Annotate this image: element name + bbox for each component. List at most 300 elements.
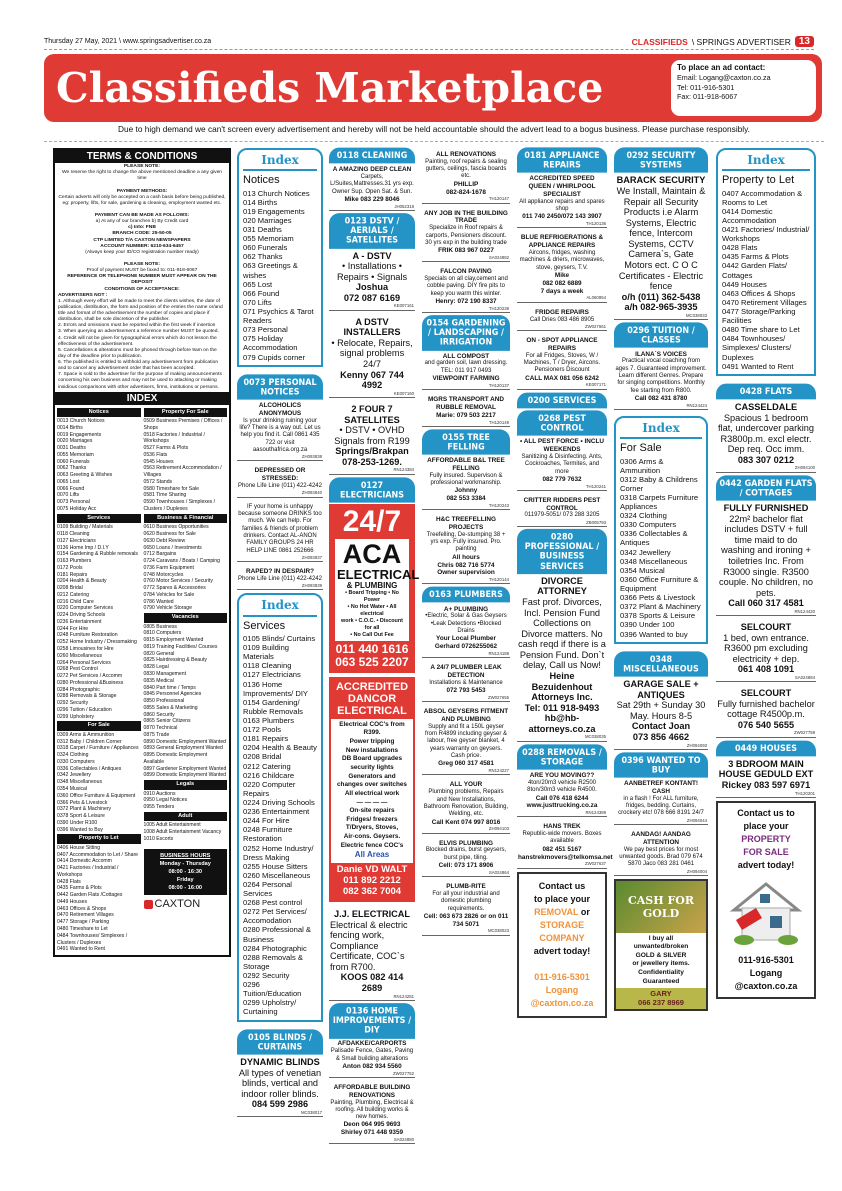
classified-ad — [422, 207, 510, 263]
index-item: 0292 Security — [57, 700, 89, 707]
ad-phone: 7 days a week — [540, 287, 584, 295]
ad-phone: Call 076 418 6244 — [535, 794, 589, 802]
ad-phone: 011 740 2450/072 143 3907 — [522, 213, 602, 221]
section-header-flats: 0428 FLATS — [716, 383, 816, 399]
ad-ref: TH120241 — [585, 483, 606, 489]
classified-ad — [517, 435, 607, 491]
index-item: 0127 Electricians — [57, 537, 96, 544]
ad-phone: 082 362 7004 — [342, 886, 402, 898]
rule: 6. The published is entitled to withhold any advertisement from publication and to cancel any advertisement order that has been accepted. — [58, 360, 219, 372]
contact-email[interactable]: Email: Logang@caxton.co.za — [677, 73, 771, 83]
note-heading: PLEASE NOTE: — [123, 262, 161, 267]
index-item: 0805 Business — [143, 623, 177, 630]
ad-title: SELCOURT — [740, 622, 792, 633]
ad-ref: ZW027759 — [793, 730, 815, 736]
ad-title: BARACK SECURITY — [616, 175, 706, 186]
classified-ad — [237, 399, 323, 461]
ad-ref: TH120201 — [794, 790, 815, 796]
ad-name: Danie VD WALT — [336, 864, 408, 876]
index-item: 1010 Escorts — [143, 835, 174, 842]
hours-title: BUSINESS HOURS — [160, 852, 211, 859]
classified-ad — [329, 163, 415, 211]
ad-title: ALCOHOLICS ANONYMOUS — [258, 402, 302, 417]
index-item: 0428 Flats — [57, 878, 81, 885]
hours-time: 08:00 - 16:00 — [168, 885, 203, 892]
ad-ref: TH120147 — [488, 196, 509, 202]
payment-heading: PAYMENT METHODS: — [116, 188, 168, 194]
ad-name: GARY — [650, 989, 672, 999]
hours-time: 08:00 - 16:30 — [168, 868, 203, 875]
ad-body: Treefelling, De-stumping 38 + yrs exp. Fully insured. Pro. painting — [426, 531, 506, 553]
keep-note: (Always keep your ID/CO registration number ready) — [85, 249, 199, 255]
promo-highlight: COMPANY — [539, 932, 585, 943]
ad-title: ACCREDITED SPEED QUEEN / WHIRLPOOL SPECIALIST — [528, 175, 596, 198]
divider — [44, 141, 824, 142]
index-box-item: 031 Deaths — [243, 225, 282, 235]
classified-ad — [422, 265, 510, 313]
column-6 — [614, 148, 708, 1011]
promo-email: Logang — [749, 968, 783, 979]
index-item: 0014 Births — [57, 424, 83, 431]
ad-body: • Relocate, Repairs, signal problems 24/7 — [331, 337, 413, 369]
ad-line: Air-cons. Geysers. — [343, 833, 401, 841]
index-box-item: 062 Thanks — [243, 252, 283, 262]
ad-body: We pay best prices for most unwanted goods. Brad 079 674 5870 Jaco 083 281 0461 — [619, 846, 703, 868]
column-3 — [329, 148, 420, 1147]
ad-subtitle: & PLUMBING — [346, 581, 398, 591]
page-title: Classifieds Marketplace — [56, 64, 604, 112]
section-header-removals: 0288 REMOVALS / STORAGE — [517, 744, 607, 770]
index-box-item: 0378 Sports & Leisure — [620, 611, 696, 621]
classified-ad — [517, 820, 613, 868]
ad-body: All types of venetian blinds, vertical and indoor roller blinds. — [238, 1067, 322, 1099]
classified-ad — [614, 828, 708, 876]
ad-ref: ZH094103 — [488, 826, 509, 832]
index-item: 0875 Trade — [143, 731, 170, 738]
ad-title: SELCOURT — [740, 688, 792, 699]
index-box-item: 0118 Cleaning — [243, 661, 292, 671]
index-item: 0065 Lost — [57, 478, 80, 485]
index-item: 0063 Greeting & Wishes — [57, 472, 113, 479]
section-name: CLASSIFIEDS — [631, 36, 688, 47]
index-box-item: 0268 Pest control — [243, 898, 303, 908]
ad-subtitle: ELECTRICAL — [337, 567, 420, 583]
index-box-item: 0264 Personal Services — [243, 879, 292, 899]
index-box-item: 0470 Retirement Villages — [722, 297, 807, 307]
index-item: 0019 Engagements — [57, 431, 102, 438]
ad-ref: ZH093837 — [301, 554, 322, 560]
index-item: 0268 Pest Control — [57, 666, 98, 673]
index-item: 0895 Domestic Employment Available — [143, 752, 208, 765]
classified-ad — [237, 565, 323, 590]
classified-ad — [716, 399, 816, 473]
ad-ref: ZW027752 — [392, 1070, 414, 1076]
index-item: 0470 Retirement Villages — [57, 912, 114, 919]
ad-body: 011979-5051/ 073 288 3205 — [524, 512, 600, 519]
index-box-item: 0280 Professional & Business — [243, 925, 311, 944]
index-box-item: 0342 Jewellery — [620, 547, 671, 557]
page-header — [44, 34, 814, 50]
index-box-item: 060 Funerals — [243, 243, 288, 253]
classified-ad — [517, 306, 607, 331]
ad-brand: ACA — [342, 539, 402, 570]
classified-ad — [517, 769, 607, 817]
index-item: 0288 Removals & Storage — [57, 693, 117, 700]
index-box-item: 0480 Time share to Let — [722, 325, 800, 335]
index-item: 0342 Jewellery — [57, 772, 91, 779]
ad-ref: MC038017 — [300, 1109, 322, 1115]
ad-body: • DSTV • OVHD Signals from R199 — [334, 425, 410, 446]
ad-name: VIEWPOINT FARMING — [432, 375, 500, 383]
index-box-item: 0299 Upholstry/ Curtaining — [243, 998, 297, 1017]
ad-line: On-site repairs — [349, 807, 395, 815]
ad-body: Specialize in Roof repairs & carports, Pensioners discount. 30 yrs exp in the building trade — [425, 225, 507, 246]
ad-body: All appliance repairs and spares shop — [519, 198, 605, 213]
ad-body: Fast prof. Divorces, Incl. Pension Fund Collections on Divorce matters. No cash reqd if there is a Pension Fund. Don`t delay, Call us Now! — [518, 596, 606, 671]
ad-name: Springs/Brakpan — [335, 446, 409, 457]
ad-line: T/Dryers, Stoves, — [345, 824, 399, 832]
classified-ad — [614, 676, 708, 750]
index-box-item: 0204 Health & Beauty — [243, 743, 317, 753]
ad-body: 22m² bachelor flat includes DSTV + full time maid to do washing and ironing + toiletries Inc. From R3000 single. R3500 couple. No children, no pets. — [719, 513, 813, 598]
index-item: 0136 Home Imp / D.I.Y — [57, 544, 109, 551]
promo-line: Contact us to — [737, 807, 795, 818]
ad-title: 3 BDROOM MAIN HOUSE GEDULD EXT — [718, 758, 814, 780]
index-item: 0435 Farms & Plots — [57, 885, 102, 892]
ad-title: ALL COMPOST — [442, 352, 490, 360]
ad-phone: 073 856 4662 — [632, 731, 690, 742]
dashed-divider: — — — — — [356, 798, 388, 806]
index-box-item: 0224 Driving Schools — [243, 797, 315, 807]
classified-ad — [716, 685, 816, 738]
ad-ref: TH120136 — [585, 221, 606, 227]
index-item: 0819 Training Facilities/ Courses — [143, 643, 218, 650]
ad-title: A AMAZING DEEP CLEAN — [332, 166, 412, 174]
index-item: 0070 Lifts — [57, 492, 80, 499]
ad-ref: ZH094100 — [794, 465, 815, 471]
ad-phone: 072 793 5453 — [446, 687, 486, 695]
column-2 — [237, 148, 323, 1120]
ad-ref: RN124188 — [488, 651, 509, 657]
index-box-subtitle: Notices — [243, 174, 280, 187]
ad-body: Electrical & electric fencing work, Compliance Certificate, COC`s from R700. — [330, 919, 408, 972]
index-box-title: Index — [243, 598, 317, 616]
ad-phone: Greg 060 317 4581 — [438, 760, 494, 768]
classified-ad — [614, 172, 708, 320]
section-header-wanted: 0396 WANTED TO BUY — [614, 752, 708, 778]
ad-ref: ZW027637 — [584, 861, 606, 867]
ad-title: ARE YOU MOVING?? — [529, 772, 595, 780]
index-box-item: 0154 Gardening/ Rubble Removals — [243, 697, 303, 716]
ad-ref: MC038033 — [685, 312, 707, 318]
ad-phone: 082 451 5167 — [542, 845, 582, 853]
index-item: 0620 Business for Sale — [143, 530, 196, 537]
rule: 3. When querying an advertisement a reference number MUST be quoted. — [58, 329, 219, 335]
index-item: 0484 Townhouses/ Simplexes / Clusters / Duplexes — [57, 932, 128, 946]
index-item: 0449 Houses — [57, 898, 88, 905]
ad-title: AFDAKKE/CARPORTS — [337, 1040, 407, 1048]
ad-line: New installations — [345, 746, 399, 754]
ad-title: ILANA`S VOICES — [635, 350, 687, 358]
index-item: 0855 Sales & Marketing — [143, 704, 198, 711]
index-item: 0491 Wanted to Rent — [57, 946, 105, 953]
ad-title: ON - SPOT APPLIANCE REPAIRS — [526, 337, 598, 352]
ad-line: All electrical work — [344, 789, 400, 797]
classified-ad — [329, 401, 415, 475]
ad-line: • Board Tripping • No Power — [345, 590, 399, 604]
index-item: 0407 Accommodation to Let / Share — [57, 851, 138, 858]
promo-phone: 011-916-5301 — [534, 971, 590, 982]
classified-ad — [329, 248, 415, 311]
index-item: 0330 Computers — [57, 758, 95, 765]
ad-title: AFFORDABLE BUILDING RENOVATIONS — [333, 1083, 411, 1099]
contact-title: To place an ad contact: — [677, 63, 766, 72]
index-box-item: 0292 Security — [243, 971, 290, 981]
classified-ad — [716, 500, 816, 616]
ad-phone: hanstrekmovers@telkomsa.net — [518, 853, 613, 861]
index-item: 0545 Houses — [143, 458, 174, 465]
ad-body — [331, 719, 413, 863]
index-item: 0013 Church Notices — [57, 418, 105, 425]
contact-fax: Fax: 011-918-6067 — [677, 92, 738, 102]
index-box-item: 0260 Miscellaneous — [243, 870, 311, 880]
index-item: 0390 Under R100 — [57, 819, 98, 826]
payment-text: Certain adverts will only be accepted on a cash basis before being published, eg: property, lifts, for sale, gardening & cleaning, employment wanted etc. — [58, 194, 226, 206]
proof-note: Proof of payment MUST be faxed to: 011-918-6067 — [86, 268, 198, 274]
ad-body: Fully furnished bachelor cottage R4500p.m. — [717, 698, 815, 720]
index-item: 0109 Building / Materials — [57, 524, 113, 531]
ad-phone: 082 082 6889 — [542, 279, 582, 287]
section-header-services: 0200 SERVICES — [517, 392, 607, 408]
promo-email: @caxton.co.za — [530, 998, 594, 1009]
ad-dancor-electrical — [329, 677, 415, 902]
ad-ref: MC038035 — [584, 734, 606, 740]
ad-title: ANY JOB IN THE BUILDING TRADE — [424, 209, 508, 225]
ad-line: Guaranteed — [642, 977, 680, 985]
index-grid — [55, 405, 229, 955]
ad-ref: KE007161 — [393, 303, 414, 309]
hours-days: Friday — [176, 877, 194, 884]
promo-line: Contact us — [538, 880, 586, 891]
classified-ad — [237, 501, 323, 562]
ad-phone: Rickey 083 597 6971 — [721, 780, 811, 791]
index-box-item: 0236 Entertainment — [243, 807, 310, 817]
ad-ref: SA024864 — [488, 869, 509, 875]
index-box-item: 0296 Tuition/Education — [243, 980, 302, 999]
ad-phone: 083 307 0212 — [737, 454, 795, 465]
classified-ad — [422, 705, 510, 775]
hours-days: Monday - Thursday — [159, 860, 211, 867]
index-item: 0075 Holiday Acc — [57, 506, 97, 513]
promo-removal-storage — [517, 872, 607, 1018]
ad-phone: Shirley 071 448 9359 — [340, 1129, 404, 1137]
logo-text: CAXTON — [154, 898, 201, 911]
ad-phone: Cell: 063 673 2826 or on 011 734 5071 — [423, 912, 509, 928]
ad-aca-electrical — [329, 504, 420, 672]
index-item: 0736 Farm Equipment — [143, 564, 194, 571]
index-box-title: Index — [722, 153, 810, 171]
ad-body: Carpets, L/Suites,Mattresses.31 yrs exp. Owner Sup. Open Sat. & Sun. — [330, 174, 414, 195]
index-item: 0252 Home Industry / Dressmaking — [57, 639, 137, 646]
ad-phone: Anton 082 934 5560 — [342, 1062, 402, 1070]
ad-line: GOLD & SILVER — [635, 951, 687, 959]
rule: 1. Although every effort will be made to meet the clients wishes, the date of publication, distribution, the form and position of the entries the name or/and title and format of the advertisement the number of copies and place if distribution, shall be sole discretion of the publisher. — [58, 298, 223, 323]
ad-line: Electric fence COC's — [340, 841, 404, 849]
ad-ref: ZH093839 — [301, 583, 322, 589]
promo-highlight: FOR SALE — [743, 847, 789, 858]
section-header-houses: 0449 HOUSES — [716, 740, 816, 756]
classified-ad — [517, 334, 607, 390]
index-box-item: 0284 Photographic — [243, 943, 307, 953]
ad-body: Palisade Fence, Gates, Paving & Small building alterations — [330, 1048, 414, 1062]
ad-phone: KOOS 082 414 2689 — [340, 972, 404, 994]
branch-code: BRANCH CODE: 25-50-05 — [112, 231, 172, 237]
index-box-item: 0109 Building Materials — [243, 643, 290, 662]
section-header-gardening: 0154 GARDENING / LANDSCAPING / IRRIGATION — [422, 315, 510, 350]
promo-highlight: PROPERTY — [741, 833, 791, 844]
index-box-item: 0252 Home Industry/ Dress Making — [243, 843, 314, 862]
index-item: 0509 Business Premises / Offices / Shops — [143, 418, 223, 431]
ad-body: and garden soil, lawn dressing. TEL: 011 917 0493 — [424, 360, 508, 374]
ad-title: ALL RENOVATIONS — [435, 151, 496, 158]
ad-body: Phone Life Line (011) 422-4242 — [238, 483, 322, 490]
ad-ref: RN124424 — [686, 402, 707, 408]
index-item: 0712 Bargains — [143, 551, 177, 558]
ad-ref: RN124227 — [488, 768, 509, 774]
index-item: 0348 Miscellaneous — [57, 779, 103, 786]
ad-line: unwanted/broken — [633, 943, 689, 951]
index-box-item: 0330 Computers — [620, 520, 677, 530]
index-box-item: 0449 Houses — [722, 279, 767, 289]
index-item: 0280 Professional &Business — [57, 679, 124, 686]
classified-ad — [422, 880, 510, 936]
index-item: 0406 House Sitting — [57, 844, 101, 851]
index-item: 0463 Offices & Shops — [57, 905, 107, 912]
index-box-item: 0127 Electricians — [243, 670, 301, 680]
classified-ad — [517, 494, 607, 527]
ad-contact — [331, 863, 413, 900]
ad-line: or jewellery items. — [632, 960, 690, 968]
promo-line: advert today! — [533, 945, 591, 956]
ad-cash-for-gold — [614, 879, 708, 1012]
ad-ref: JH052318 — [394, 203, 414, 209]
page-number: 13 — [795, 36, 814, 47]
index-item: 0840 Part time / Temps — [143, 684, 196, 691]
index-box-item: 0324 Clothing — [620, 511, 667, 521]
ad-ref: ZH094044 — [686, 817, 707, 823]
promo-line: to place your — [533, 893, 590, 904]
index-box-title: Index — [620, 421, 702, 439]
ad-phone: 084 599 2986 — [251, 1099, 309, 1110]
index-item: 0820 General — [143, 650, 175, 657]
rule: 2. Errors and omissions must be reported within the first week if insertion — [58, 323, 216, 329]
index-box-item: 0163 Plumbers — [243, 715, 295, 725]
index-item: 0815 Employment Wanted — [143, 637, 204, 644]
ad-title: DEPRESSED OR STRESSED: — [254, 467, 306, 483]
index-item: 0366 Pets & Livestock — [57, 799, 108, 806]
caxton-logo — [144, 897, 228, 912]
index-box-item: 065 Lost — [243, 279, 273, 289]
ad-line: • No Hot Water • All electrical — [347, 604, 397, 618]
paper-name: \ SPRINGS ADVERTISER — [691, 36, 791, 47]
section-header-dstv: 0123 DSTV / AERIALS / SATELLITES — [329, 213, 415, 248]
index-box-item: 079 Cupids corner — [243, 352, 306, 362]
ad-body: We Install, Maintain & Repair all Security Products i.e Alarm Systems, Electric fence, Intercom Systems, CCTV Camera`s, Gate Motors ect. C O C Certificates - Electric fence — [616, 185, 706, 292]
company-name: CTP LIMITED T/A CAXTON NEWSPAPERS — [93, 237, 191, 243]
index-box-item: 075 Holiday Accommodation — [243, 334, 298, 353]
rule: 4. Credit will not be given for typographical errors which do not lesson the effectiveness of the advertisement. — [58, 335, 217, 347]
index-item: 0272 Pet Services / Accomm — [57, 673, 123, 680]
section-header-professional: 0280 PROFESSIONAL / BUSINESS SERVICES — [517, 529, 607, 574]
index-item: 0248 Furniture Restoration — [57, 632, 118, 639]
ad-name: Mike — [554, 272, 570, 280]
classified-ad — [422, 513, 510, 584]
index-group-heading: Legals — [144, 780, 228, 789]
ad-title: DIVORCE ATTORNEY — [537, 575, 587, 597]
classified-ad — [422, 454, 510, 510]
index-box-item: 0348 Miscellaneous — [620, 556, 688, 566]
promo-line: place your — [743, 820, 789, 831]
promo-email: Logang — [545, 985, 579, 996]
ad-line: • No Call Out Fee — [350, 632, 394, 639]
ad-body: Call Dries 083 486 8905 — [529, 316, 595, 323]
ad-ref: SA024882 — [488, 254, 509, 260]
index-item: 0414 Domestic Accomm — [57, 858, 112, 865]
ad-phone: 076 540 5655 — [737, 719, 795, 730]
section-header-miscellaneous: 0348 MISCELLANEOUS — [614, 651, 708, 677]
classified-ad — [422, 393, 510, 427]
index-box-item: 0366 Pets & Livestock — [620, 593, 696, 603]
ad-ref: TH120243 — [488, 502, 509, 508]
index-item: 0118 Cleaning — [57, 530, 90, 537]
index-item: 0309 Arms & Ammunition — [57, 731, 115, 738]
index-item: 0893 General Employment Wanted — [143, 745, 223, 752]
ad-title: H&C TREEFELLING PROJECTS — [436, 516, 496, 532]
contact-box — [671, 60, 816, 116]
advertisers-note: ADVERTISERS NOT : — [58, 292, 108, 298]
index-box-item: 0491 Wanted to Rent — [722, 361, 794, 371]
ad-phone: Tel: 011 918-9493 — [524, 702, 600, 713]
index-item: 0955 Tenders — [143, 804, 175, 811]
section-header-home-improvements: 0136 HOME IMPROVEMENTS / DIY — [329, 1003, 415, 1038]
index-item: 0845 Personnel Agencies — [143, 691, 202, 698]
index-item: 0073 Personal — [57, 499, 90, 506]
ad-ref: RN124281 — [393, 993, 414, 999]
ad-line: work • C.O.C. • Discount for all — [341, 618, 403, 632]
classified-ad — [716, 756, 816, 798]
ad-ref: SA024884 — [794, 674, 815, 680]
index-item: 0031 Deaths — [57, 445, 86, 452]
ad-body: Painting, Plumbing, Electrical & roofing. All building works & new homes. — [330, 1099, 414, 1121]
index-item: 0060 Funerals — [57, 458, 90, 465]
index-item: 0264 Personal Services — [57, 659, 111, 666]
classified-ad — [517, 172, 607, 228]
ad-ref: ZH093838 — [301, 454, 322, 460]
index-box-item: 0428 Flats — [722, 243, 758, 253]
ad-phone: hb@hb-attorneys.co.za — [528, 713, 596, 734]
ad-phone: Mike 083 229 8046 — [344, 195, 400, 203]
index-group-heading: Notices — [57, 408, 141, 417]
index-item: 0748 Motorcycles — [143, 571, 184, 578]
account-number: ACCOUNT NUMBER: 6210-634-6457 — [100, 243, 184, 249]
caxton-logo-icon — [144, 900, 153, 909]
ad-phone: Call 060 317 4581 — [728, 598, 804, 609]
ad-phone: a/h 082-965-3935 — [624, 302, 698, 313]
ad-title: 2 FOUR 7 SATELLITES — [344, 403, 400, 425]
index-box-item: 0288 Removals & Storage — [243, 952, 303, 971]
index-item: 0066 Found — [57, 485, 85, 492]
index-item: 0299 Upholstery — [57, 713, 95, 720]
